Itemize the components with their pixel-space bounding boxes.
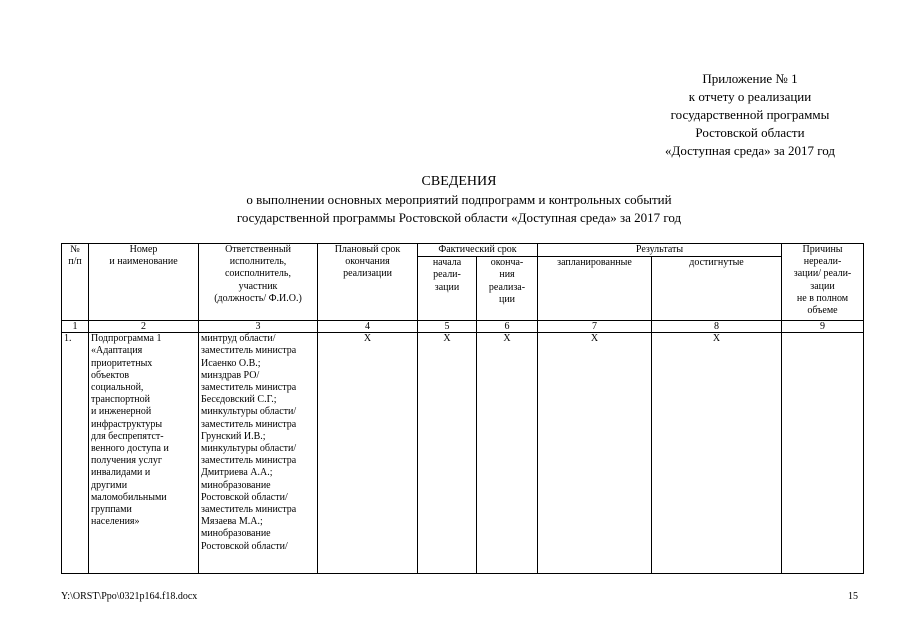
text-line: инвалидами и: [91, 467, 151, 479]
text-line: Подпрограмма 1: [91, 333, 162, 345]
column-number: 7: [538, 321, 652, 333]
text-line: Дмитриева А.А.;: [201, 467, 273, 479]
column-number: 8: [652, 321, 782, 333]
text-line: объеме: [807, 305, 838, 317]
footer-page-number: 15: [848, 591, 858, 602]
text-line: «Адаптация: [91, 345, 143, 357]
text-line: Мязаева М.А.;: [201, 516, 263, 528]
text-line: заместитель министра: [201, 382, 297, 394]
text-line: заместитель министра: [201, 418, 297, 430]
text-line: соисполнитель,: [224, 268, 291, 280]
text-line: ции: [498, 293, 516, 305]
report-table: [61, 243, 864, 574]
header-planned-result: запланированные: [538, 257, 652, 321]
appendix-line: «Доступная среда» за 2017 год: [664, 143, 836, 158]
text-line: группами: [91, 504, 132, 516]
text-line: Грунский И.В.;: [201, 430, 266, 442]
text-line: (должность/ Ф.И.О.): [214, 292, 302, 304]
header-results-group: Результаты: [538, 244, 782, 257]
text-line: окончания: [345, 256, 390, 268]
text-line: п/п: [68, 256, 82, 268]
header-planned-end: [318, 244, 418, 321]
text-line: №: [70, 244, 80, 255]
column-number: 9: [782, 321, 864, 333]
text-line: зации: [810, 280, 835, 292]
appendix-line: Приложение № 1: [702, 71, 798, 86]
text-line: Исаенко О.В.;: [201, 357, 261, 369]
text-line: заместитель министра: [201, 455, 297, 467]
header-row: [62, 244, 864, 257]
column-number: 5: [418, 321, 477, 333]
appendix-line: Ростовской области: [695, 125, 805, 140]
footer-file-path: Y:\ORST\Ppo\0321p164.f18.docx: [61, 591, 198, 602]
header-actual-start: [418, 257, 477, 321]
appendix-line: государственной программы: [670, 107, 830, 122]
row-executor: [199, 333, 318, 574]
text-line: участник: [238, 280, 278, 292]
text-line: зации: [434, 281, 460, 293]
appendix-line: к отчету о реализации: [688, 89, 812, 104]
row-actual-start: Х: [418, 333, 477, 574]
text-line: заместитель министра: [201, 504, 297, 516]
text-line: минобразование: [201, 528, 271, 540]
text-line: Ростовской области/: [201, 540, 288, 552]
row-actual-end: Х: [477, 333, 538, 574]
text-line: реали-: [433, 269, 461, 281]
text-line: Плановый срок: [334, 244, 401, 255]
text-line: Бесєдовский С.Г.;: [201, 394, 277, 406]
column-number-row: [62, 321, 864, 333]
row-planned-end: Х: [318, 333, 418, 574]
text-line: заместитель министра: [201, 345, 297, 357]
table-row: [62, 333, 864, 574]
text-line: исполнитель,: [229, 256, 287, 268]
document-title: [0, 173, 905, 227]
text-line: начала: [432, 257, 462, 269]
row-achieved-result: Х: [652, 333, 782, 574]
text-line: венного доступа и: [91, 443, 169, 455]
text-line: и инженерной: [91, 406, 152, 418]
text-line: ния: [499, 269, 515, 281]
header-actual-end: [477, 257, 538, 321]
title-main: СВЕДЕНИЯ: [421, 174, 497, 189]
text-line: для беспрепятст-: [91, 430, 164, 442]
text-line: маломобильными: [91, 491, 167, 503]
row-name: [89, 333, 199, 574]
text-line: объектов: [91, 369, 130, 381]
header-num: [62, 244, 89, 321]
header-achieved-result: достигнутые: [652, 257, 782, 321]
column-number: 3: [199, 321, 318, 333]
header-executor: [199, 244, 318, 321]
text-line: оконча-: [490, 257, 524, 269]
column-number: 1: [62, 321, 89, 333]
column-number: 2: [89, 321, 199, 333]
column-number: 6: [477, 321, 538, 333]
text-line: не в полном: [796, 292, 849, 304]
header-name: [89, 244, 199, 321]
text-line: инфраструктуры: [91, 418, 163, 430]
text-line: приоритетных: [91, 357, 153, 369]
text-line: и наименование: [109, 256, 178, 268]
text-line: минздрав РО/: [201, 369, 260, 381]
row-planned-result: Х: [538, 333, 652, 574]
text-line: другими: [91, 479, 128, 491]
text-line: населения»: [91, 516, 140, 528]
text-line: минкультуры области/: [201, 406, 297, 418]
appendix-header: [600, 70, 900, 160]
text-line: социальной,: [91, 382, 144, 394]
text-line: транспортной: [91, 394, 151, 406]
row-num: 1.: [62, 333, 89, 574]
text-line: нереали-: [803, 256, 842, 268]
text-line: реализа-: [488, 281, 526, 293]
row-reasons: [782, 333, 864, 574]
text-line: Ответственный: [225, 244, 291, 255]
text-line: Номер: [129, 244, 158, 255]
title-line: о выполнении основных мероприятий подпрограмм и контрольных событий: [246, 192, 672, 207]
text-line: зации/ реали-: [793, 268, 852, 280]
text-line: реализации: [343, 268, 392, 280]
text-line: минобразование: [201, 479, 271, 491]
text-line: получения услуг: [91, 455, 163, 467]
text-line: минтруд области/: [201, 333, 276, 345]
title-line: государственной программы Ростовской области «Доступная среда» за 2017 год: [236, 210, 682, 225]
header-actual-group: Фактический срок: [418, 244, 538, 257]
text-line: минкультуры области/: [201, 443, 297, 455]
header-reasons: [782, 244, 864, 321]
text-line: Причины: [802, 244, 843, 255]
text-line: Ростовской области/: [201, 491, 288, 503]
column-number: 4: [318, 321, 418, 333]
